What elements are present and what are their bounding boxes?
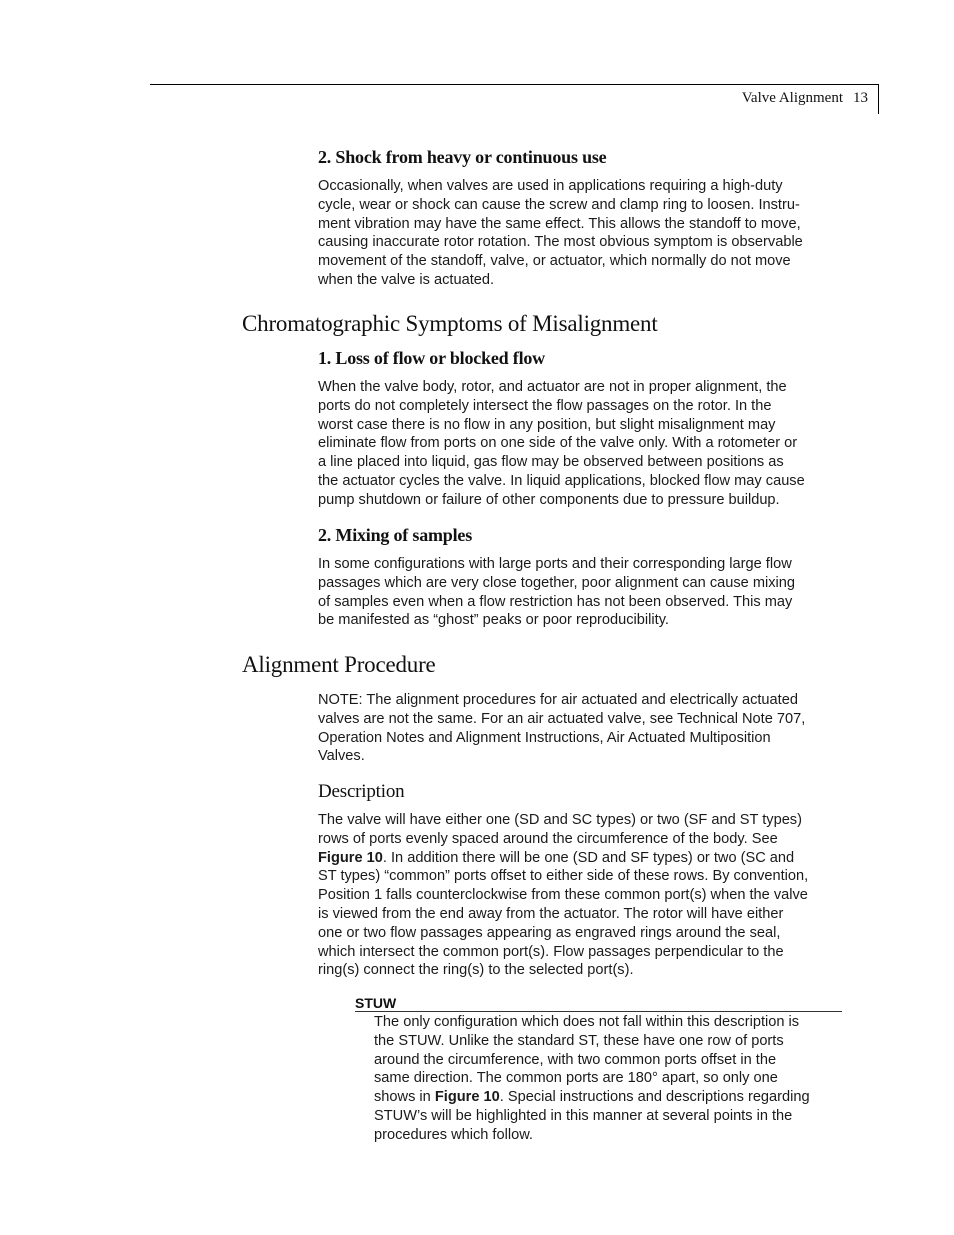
text-run: . Special instructions and descriptions regarding [499, 1089, 810, 1106]
text-line: When the valve body, rotor, and actuator are not in proper alignment, the [318, 379, 787, 395]
heading-loss-of-flow: 1. Loss of flow or blocked flow [318, 348, 545, 368]
text-line: rows of ports evenly spaced around the circumference of the body. See [318, 830, 778, 847]
figure-reference: Figure 10 [318, 849, 383, 866]
text-line: which intersect the common port(s). Flow passages perpendicular to the [318, 943, 784, 960]
header-vertical-rule [878, 84, 879, 114]
heading-mixing: 2. Mixing of samples [318, 525, 473, 545]
text-line: worst case there is no flow in any position, but slight misalignment may [318, 416, 776, 433]
text-line: movement of the standoff, valve, or actuator, which normally do not move [318, 253, 791, 270]
heading-symptoms: Chromatographic Symptoms of Misalignment [242, 311, 658, 336]
text-line: same direction. The common ports are 180° apart, so only one [374, 1070, 778, 1087]
text-line: valves are not the same. For an air actuated valve, see Technical Note 707, [318, 710, 806, 727]
paragraph-mixing [318, 555, 846, 630]
text-line: ring(s) connect the ring(s) to the selected port(s). [318, 962, 634, 979]
text-line [374, 1088, 844, 1107]
paragraph-note [318, 691, 846, 766]
text-line: a line placed into liquid, gas flow may be observed between positions as [318, 454, 784, 471]
running-head-title: Valve Alignment [741, 90, 843, 106]
text-line: Operation Notes and Alignment Instructions, Air Actuated Multiposition [318, 729, 771, 746]
figure-reference: Figure 10 [434, 1089, 500, 1106]
paragraph-stuw [374, 1013, 844, 1145]
text-line: cycle, wear or shock can cause the screw and clamp ring to loosen. Instru- [318, 196, 800, 213]
text-line: Position 1 falls counterclockwise from these common port(s) when the valve [318, 887, 808, 904]
text-line: Valves. [318, 748, 365, 765]
text-line: ment vibration may have the same effect. This allows the standoff to move, [318, 215, 801, 232]
running-head [742, 90, 868, 107]
text-line: ports do not completely intersect the flow passages on the rotor. In the [318, 397, 772, 414]
text-line: The only configuration which does not fall within this description is [374, 1014, 800, 1030]
text-line: be manifested as “ghost” peaks or poor reproducibility. [318, 612, 669, 629]
text-line: procedures which follow. [374, 1126, 533, 1143]
text-line: passages which are very close together, poor alignment can cause mixing [318, 574, 795, 591]
heading-alignment-procedure: Alignment Procedure [242, 652, 436, 677]
paragraph-loss-of-flow [318, 378, 846, 510]
text-run: shows in [374, 1089, 435, 1106]
text-line: NOTE: The alignment procedures for air actuated and electrically actuated [318, 692, 798, 708]
text-line: Occasionally, when valves are used in applications requiring a high-duty [318, 178, 783, 194]
text-line: ST types) “common” ports offset to either side of these rows. By convention, [318, 868, 809, 885]
text-line: is viewed from the end away from the actuator. The rotor will have either [318, 905, 784, 922]
text-run: . In addition there will be one (SD and SF types) or two (SC and [382, 849, 795, 866]
paragraph-shock [318, 177, 846, 290]
heading-shock: 2. Shock from heavy or continuous use [318, 147, 607, 167]
text-line: the STUW. Unlike the standard ST, these have one row of ports [374, 1032, 784, 1049]
text-line: The valve will have either one (SD and SC types) or two (SF and ST types) [318, 812, 802, 828]
stuw-rule [355, 1011, 842, 1012]
heading-description: Description [318, 781, 405, 802]
header-rule [150, 84, 879, 85]
text-line: one or two flow passages appearing as engraved rings around the seal, [318, 924, 781, 941]
text-line: eliminate flow from ports on one side of the valve only. With a rotometer or [318, 435, 798, 452]
page-number: 13 [853, 90, 868, 106]
text-line: In some configurations with large ports and their corresponding large flow [318, 556, 792, 572]
text-line: pump shutdown or failure of other components due to pressure buildup. [318, 491, 780, 508]
text-line: the actuator cycles the valve. In liquid applications, blocked flow may cause [318, 472, 805, 489]
text-line: around the circumference, with two common ports offset in the [374, 1051, 777, 1068]
paragraph-description [318, 811, 846, 980]
text-line: causing inaccurate rotor rotation. The most obvious symptom is observable [318, 234, 803, 251]
text-line: STUW’s will be highlighted in this manner at several points in the [374, 1107, 793, 1124]
text-line: when the valve is actuated. [318, 271, 495, 288]
text-line [318, 849, 846, 868]
stuw-label: STUW [355, 995, 397, 1011]
text-line: of samples even when a flow restriction has not been observed. This may [318, 593, 793, 610]
